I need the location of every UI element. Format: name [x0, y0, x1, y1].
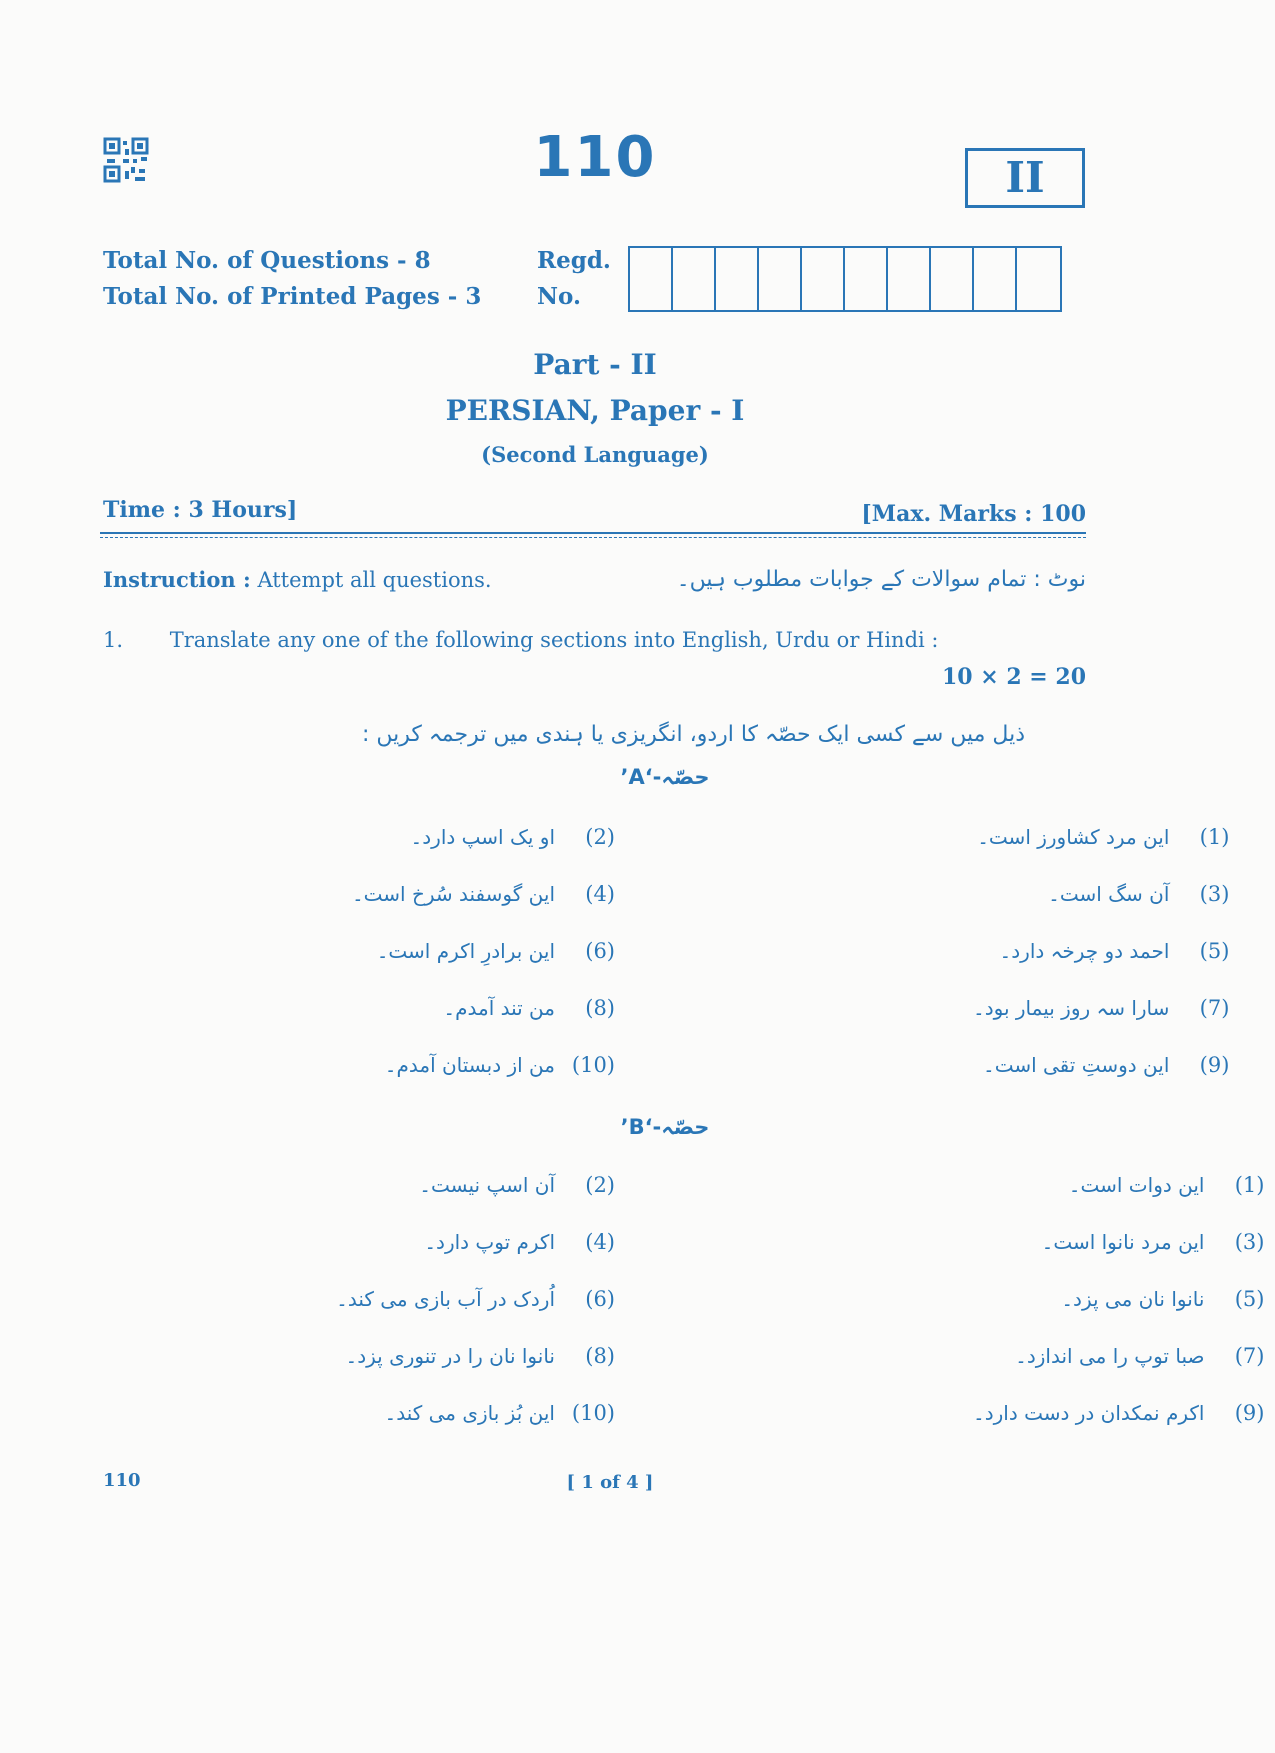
list-item	[965, 1279, 1264, 1319]
item-number: (1)	[1199, 825, 1230, 849]
footer-paper-code: 110	[103, 1470, 141, 1491]
instruction-urdu: نوٹ : تمام سوالات کے جوابات مطلوب ہیں۔	[676, 567, 1086, 592]
total-pages: Total No. of Printed Pages - 3	[103, 283, 482, 310]
item-number: (2)	[585, 1173, 615, 1197]
list-item	[328, 1279, 615, 1319]
list-item	[344, 874, 615, 914]
list-item	[965, 931, 1229, 971]
item-text: این برادرِ اکرم است۔	[376, 939, 555, 963]
subject-title: PERSIAN, Paper - I	[445, 394, 745, 427]
section-a-heading: حصّہ-‘A’	[620, 765, 710, 789]
regd-box[interactable]	[759, 248, 802, 310]
question-1	[103, 628, 939, 652]
instruction	[103, 567, 492, 592]
item-text: این گوسفند سُرخ است۔	[351, 882, 555, 906]
list-item	[403, 817, 615, 857]
list-item	[435, 988, 615, 1028]
total-questions: Total No. of Questions - 8	[103, 247, 431, 274]
item-text: اکرم توپ دارد۔	[424, 1230, 555, 1254]
item-text: احمد دو چرخہ دارد۔	[999, 939, 1170, 963]
divider-dashed	[100, 537, 1086, 538]
item-text: این مرد نانوا است۔	[1041, 1230, 1205, 1254]
regd-box[interactable]	[1017, 248, 1060, 310]
list-item	[369, 931, 615, 971]
language-subtitle: (Second Language)	[481, 442, 709, 467]
item-number: (9)	[1199, 1053, 1230, 1077]
item-text: این مرد کشاورز است۔	[977, 825, 1170, 849]
item-number: (6)	[585, 939, 615, 963]
question-urdu: ذیل میں سے کسی ایک حصّہ کا اردو، انگریزی یا ہندی میں ترجمہ کریں :	[361, 722, 1025, 747]
time-label: Time : 3 Hours]	[103, 497, 298, 523]
item-number: (1)	[1234, 1173, 1265, 1197]
item-number: (5)	[1234, 1287, 1265, 1311]
instruction-label: Instruction :	[103, 567, 251, 592]
item-text: من از دبستان آمدم۔	[384, 1053, 555, 1077]
item-number: (10)	[571, 1053, 615, 1077]
item-number: (9)	[1234, 1401, 1265, 1425]
item-text: این دوات است۔	[1068, 1173, 1205, 1197]
item-number: (8)	[585, 1344, 615, 1368]
item-number: (5)	[1199, 939, 1230, 963]
item-text: نانوا نان می پزد۔	[1061, 1287, 1205, 1311]
item-text: او یک اسپ دارد۔	[410, 825, 555, 849]
item-number: (10)	[571, 1401, 615, 1425]
item-number: (3)	[1234, 1230, 1265, 1254]
list-item	[411, 1165, 615, 1205]
item-number: (8)	[585, 996, 615, 1020]
question-marks: 10 × 2 = 20	[941, 664, 1086, 690]
list-item	[376, 1393, 615, 1433]
section-a-right-column	[965, 817, 1229, 1085]
instruction-text: Attempt all questions.	[257, 568, 492, 592]
item-text: آن سگ است۔	[1048, 882, 1170, 906]
regd-box[interactable]	[716, 248, 759, 310]
list-item	[416, 1222, 615, 1262]
regd-box[interactable]	[845, 248, 888, 310]
section-b-left-column	[328, 1165, 615, 1433]
regd-label-line1: Regd.	[537, 247, 611, 274]
item-text: این دوستِ تقی است۔	[982, 1053, 1170, 1077]
item-text: من تند آمدم۔	[443, 996, 555, 1020]
item-number: (4)	[585, 1230, 615, 1254]
item-text: آن اسپ نیست۔	[419, 1173, 555, 1197]
item-number: (2)	[585, 825, 615, 849]
regd-label-line2: No.	[537, 283, 581, 310]
item-number: (4)	[585, 882, 615, 906]
item-text: این بُز بازی می کند۔	[384, 1401, 555, 1425]
regd-box[interactable]	[673, 248, 716, 310]
question-text: Translate any one of the following sections into English, Urdu or Hindi :	[169, 628, 939, 652]
regd-box[interactable]	[630, 248, 673, 310]
item-text: سارا سہ روز بیمار بود۔	[973, 996, 1170, 1020]
paper-code: 110	[533, 125, 657, 190]
section-a-left-column	[344, 817, 615, 1085]
list-item	[965, 817, 1229, 857]
item-text: اکرم نمکدان در دست دارد۔	[973, 1401, 1205, 1425]
item-number: (6)	[585, 1287, 615, 1311]
item-number: (3)	[1199, 882, 1230, 906]
list-item	[965, 988, 1229, 1028]
list-item	[337, 1336, 615, 1376]
question-number: 1.	[103, 628, 124, 652]
list-item	[965, 1222, 1264, 1262]
regd-box[interactable]	[888, 248, 931, 310]
list-item	[965, 1045, 1229, 1085]
divider	[100, 532, 1086, 534]
section-b-right-column	[965, 1165, 1264, 1433]
part-title: Part - II	[533, 348, 657, 381]
item-number: (7)	[1199, 996, 1230, 1020]
part-box: II	[965, 148, 1085, 208]
list-item	[965, 1336, 1264, 1376]
item-text: نانوا نان را در تنوری پزد۔	[345, 1344, 555, 1368]
regd-label	[537, 243, 611, 315]
regd-box[interactable]	[931, 248, 974, 310]
max-marks: [Max. Marks : 100	[861, 501, 1086, 527]
regd-number-boxes[interactable]	[628, 246, 1062, 312]
regd-box[interactable]	[802, 248, 845, 310]
list-item	[965, 1165, 1264, 1205]
section-b-heading: حصّہ-‘B’	[620, 1115, 710, 1139]
item-number: (7)	[1234, 1344, 1265, 1368]
list-item	[377, 1045, 615, 1085]
list-item	[965, 1393, 1264, 1433]
page-number: [ 1 of 4 ]	[566, 1472, 654, 1493]
item-text: صبا توپ را می اندازد۔	[1015, 1344, 1205, 1368]
regd-box[interactable]	[974, 248, 1017, 310]
list-item	[965, 874, 1229, 914]
item-text: اُردک در آب بازی می کند۔	[336, 1287, 555, 1311]
